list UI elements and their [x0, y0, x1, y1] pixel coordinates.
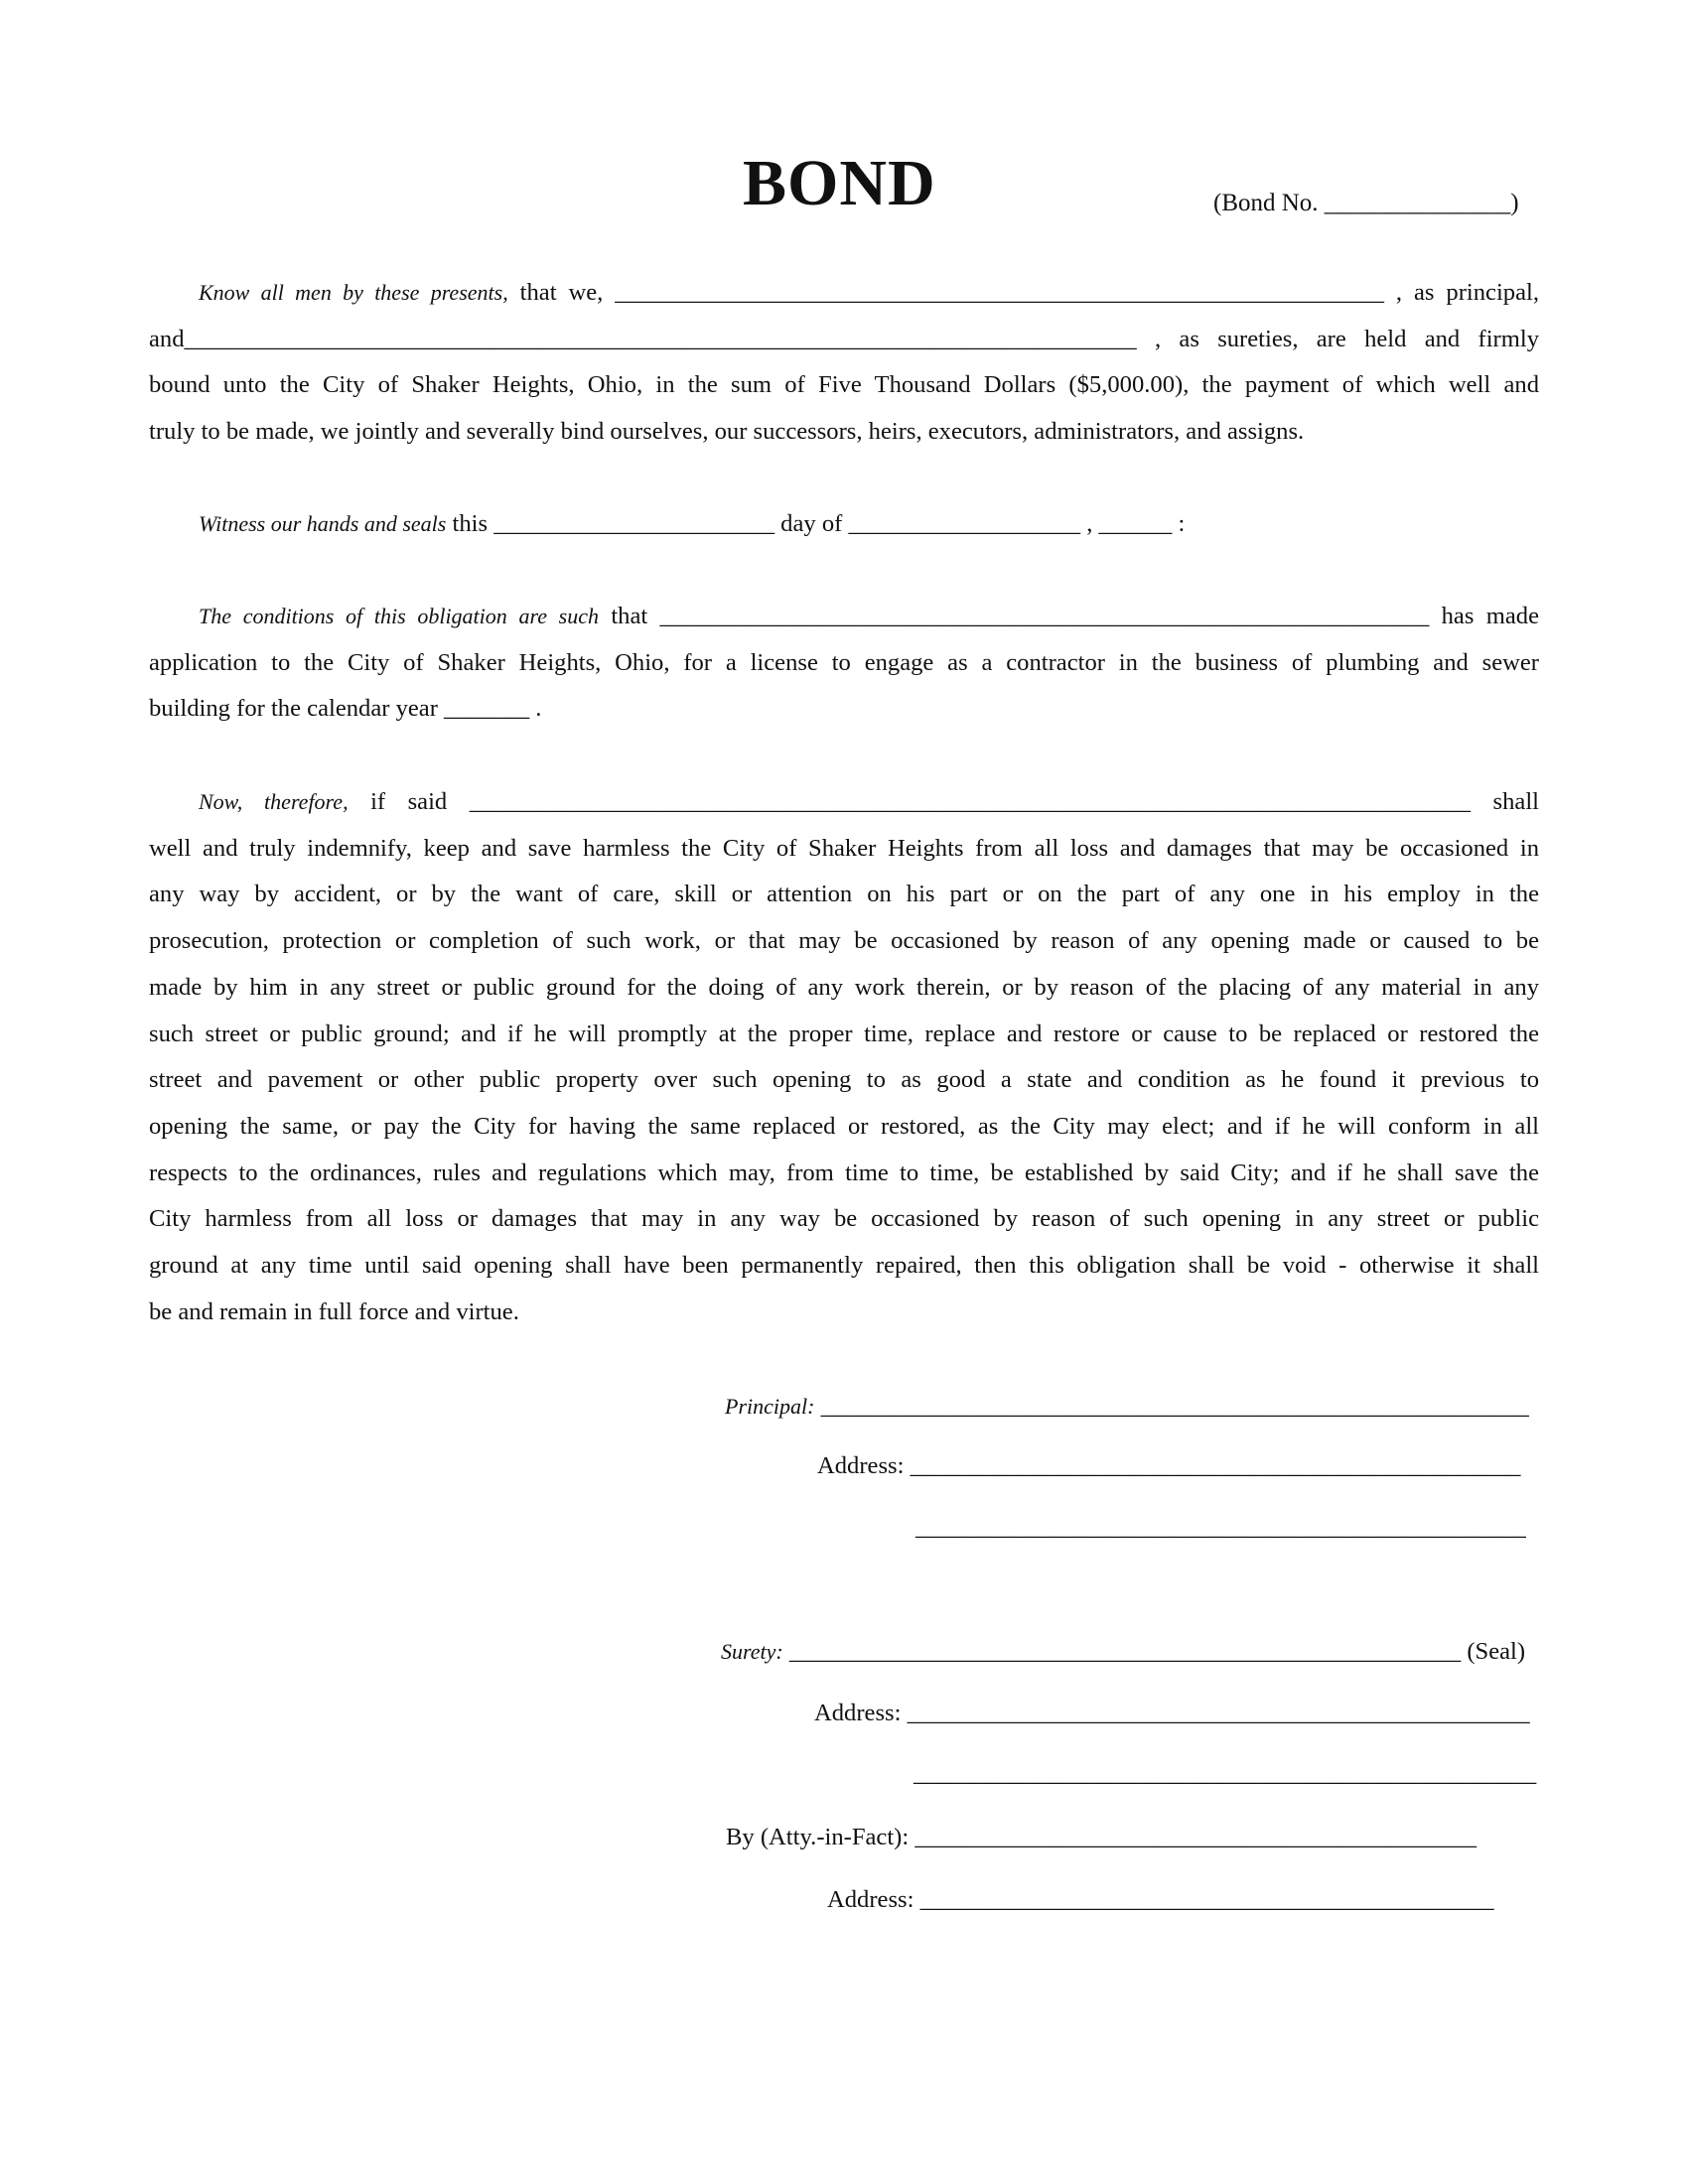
- attorney-address-line[interactable]: _______________________________________________: [914, 1886, 1494, 1913]
- italic-lead: Know all men by these presents,: [199, 280, 508, 305]
- paragraph-line: [149, 501, 1539, 548]
- paragraph-line: street and pavement or other public property over such opening to as good a state and condition as he found it previous to: [149, 1066, 1539, 1094]
- surety-address-line-2[interactable]: ___________________________________________________: [914, 1760, 1537, 1787]
- sureties-name-blank[interactable]: and______________________________________________________________________________ , as sureties, are held and firmly: [149, 325, 1539, 352]
- principal-name-blank[interactable]: that we, _______________________________________________________________ , as principal,: [507, 279, 1539, 306]
- paragraph-line: opening the same, or pay the City for having the same replaced or restored, as the City may elect; and if he will conform in all: [149, 1112, 1539, 1140]
- italic-lead: Witness our hands and seals: [199, 511, 447, 536]
- address-label: Address:: [814, 1700, 902, 1726]
- applicant-name-blank[interactable]: that _______________________________________________________________ has made: [599, 603, 1539, 629]
- surety-address-field[interactable]: [814, 1702, 1530, 1726]
- paragraph-line: such street or public ground; and if he will promptly at the proper time, replace and restore or cause to be replaced or restored the: [149, 1020, 1539, 1047]
- paragraph-obligation: [149, 270, 1539, 456]
- paragraph-line: prosecution, protection or completion of such work, or that may be occasioned by reason of any opening made or caused to be: [149, 927, 1539, 955]
- paragraph-line: application to the City of Shaker Heights, Ohio, for a license to engage as a contractor in the business of plumbing and sewer: [149, 648, 1539, 676]
- attorney-in-fact-line[interactable]: ______________________________________________: [909, 1824, 1477, 1850]
- paragraph-line: made by him in any street or public ground for the doing of any work therein, or by reason of the placing of any material in any: [149, 973, 1539, 1001]
- attorney-address-field[interactable]: [827, 1888, 1494, 1913]
- paragraph-witness: [149, 501, 1539, 548]
- paragraph-conditions: [149, 594, 1539, 733]
- paragraph-line: truly to be made, we jointly and severally bind ourselves, our successors, heirs, executors, administrators, and assigns.: [149, 418, 1305, 446]
- calendar-year-blank[interactable]: building for the calendar year _______ .: [149, 695, 542, 723]
- principal-address-line-2[interactable]: __________________________________________________: [915, 1514, 1526, 1541]
- paragraph-line: respects to the ordinances, rules and regulations which may, from time to time, be established by said City; and if he shall save the: [149, 1159, 1539, 1186]
- principal-signature-line[interactable]: __________________________________________________________: [814, 1393, 1529, 1420]
- principal-signature-field[interactable]: [725, 1395, 1529, 1420]
- surety-signature-line[interactable]: _______________________________________________________ (Seal): [782, 1638, 1526, 1665]
- principal-label: Principal:: [725, 1394, 815, 1419]
- surety-label: Surety:: [721, 1639, 783, 1664]
- paragraph-line: any way by accident, or by the want of care, skill or attention on his part or on the part of any one in his employ in the: [149, 881, 1539, 908]
- paragraph-line: ground at any time until said opening shall have been permanently repaired, then this obligation shall be void - otherwise it shall: [149, 1252, 1539, 1280]
- attorney-in-fact-label: By (Atty.-in-Fact):: [726, 1824, 910, 1850]
- address-label: Address:: [827, 1886, 914, 1913]
- principal-address-field[interactable]: [817, 1454, 1520, 1479]
- surety-address-line[interactable]: ___________________________________________________: [901, 1700, 1530, 1726]
- paragraph-line: [149, 270, 1539, 317]
- paragraph-line: bound unto the City of Shaker Heights, Ohio, in the sum of Five Thousand Dollars ($5,000.00), the payment of which well and: [149, 371, 1539, 399]
- contractor-name-blank[interactable]: if said __________________________________________________________________________________ shall: [348, 788, 1539, 815]
- attorney-in-fact-field[interactable]: [726, 1826, 1477, 1850]
- surety-signature-field[interactable]: [721, 1640, 1525, 1665]
- principal-address-line[interactable]: __________________________________________________: [904, 1452, 1521, 1479]
- paragraph-line: well and truly indemnify, keep and save harmless the City of Shaker Heights from all loss and damages that may be occasioned in: [149, 834, 1539, 862]
- paragraph-line: be and remain in full force and virtue.: [149, 1297, 519, 1325]
- paragraph-line: [149, 779, 1539, 826]
- paragraph-line: [149, 594, 1539, 640]
- bond-number-field[interactable]: (Bond No. _______________): [1213, 190, 1519, 216]
- italic-lead: Now, therefore,: [199, 789, 349, 814]
- document-title: BOND: [743, 147, 936, 219]
- paragraph-line: City harmless from all loss or damages that may in any way be occasioned by reason of such opening in any street or public: [149, 1205, 1539, 1233]
- witness-date-blank[interactable]: this _______________________ day of ___________________ , ______ :: [446, 510, 1186, 537]
- address-label: Address:: [817, 1452, 905, 1479]
- paragraph-now-therefore: [149, 779, 1539, 1335]
- italic-lead: The conditions of this obligation are such: [199, 604, 599, 628]
